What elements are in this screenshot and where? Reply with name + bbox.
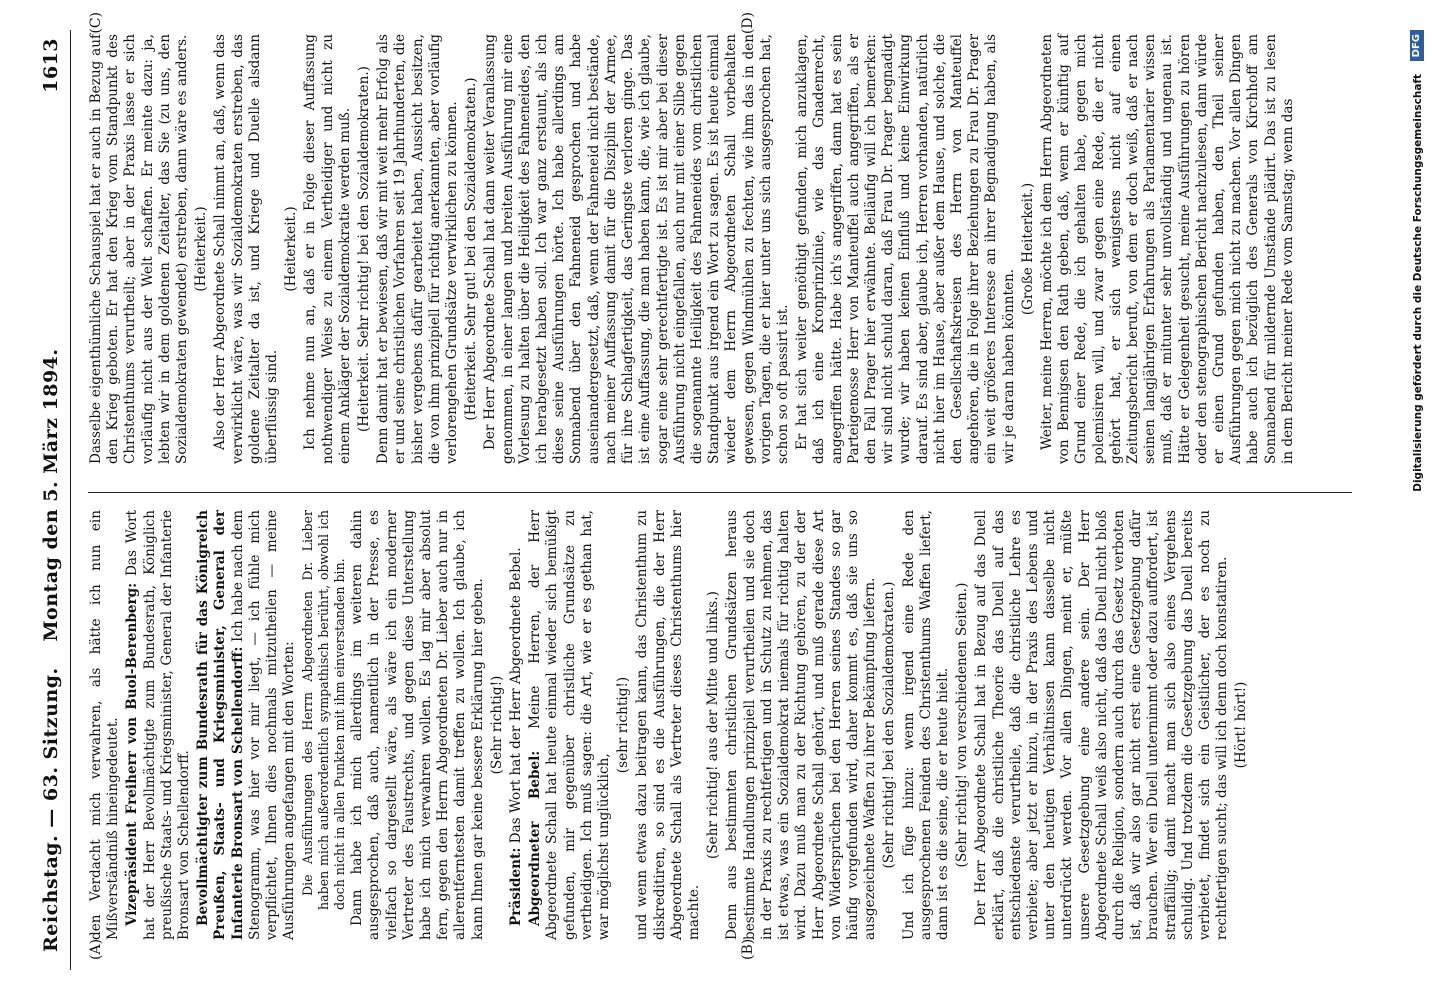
speaker-name: Präsident: (508, 847, 525, 926)
paragraph: Ich nehme nun an, daß er in Folge dieser Auffassung nothwendiger Weise zu einem Vertheidiger und nicht zu einem Ankläger der Sozialdemokratie werden muß. (302, 34, 353, 464)
speaker-name: Abgeordneter Bebel: (527, 750, 544, 926)
speaker-paragraph: Abgeordneter Bebel: Meine Herren, der Herr Abgeordnete Schall hat heute einmal wieder sich bemüßigt gefunden, mir gegenüber christliche Grundsätze zu vertheidigen. Ich muß sagen: die Art, wie er es gethan hat, war möglichst unglücklich, (527, 510, 613, 940)
paragraph: Denn damit hat er bewiesen, daß wir mit weit mehr Erfolg als er und seine christlichen Vorfahren seit 19 Jahrhunderten, die bisher vergebens dafür gearbeitet haben, Aussicht besitzen, die von ihm prinzipiell für richtig anerkannten, aber vorläufig verlorengehen Grundsätze verwirklichen zu können. (375, 34, 461, 464)
page-number: 1613 (40, 38, 62, 93)
speaker-paragraph: Vizepräsident Freiherr von Buol-Berenberg: Das Wort hat der Herr Bevollmächtigte zum Bundesrath, Königlich preußische Staats- und Kriegsminister, General der Infanterie Bronsart von Schellendorff. (124, 510, 193, 940)
page-header (40, 38, 66, 952)
paragraph: und wenn etwas dazu beitragen kann, das Christenthum zu diskreditiren, so sind es die Ausführungen, die der Herr Abgeordnete Schall als Vertreter dieses Christenthums hier machte. (634, 510, 703, 940)
speaker-name: Bevollmächtigter zum Bundesrath für das Königreich Preußen, Staats- und Kriegsminister, General der Infanterie Bronsart von Schellendorff: (195, 510, 246, 940)
paragraph: den Verdacht mich verwahren, als hätte ich nun ein Mißverständniß hineingedeutet. (88, 510, 122, 940)
speaker-paragraph: Bevollmächtigter zum Bundesrath für das Königreich Preußen, Staats- und Kriegsminister, General der Infanterie Bronsart von Schellendorff: Ich habe nach dem Stenogramm, was hier vor mir liegt, — ich fühle mich verpflichtet, Ihnen dies nochmals mitzutheilen — meine Ausführungen angefangen mit den Worten: (195, 510, 298, 940)
paragraph: Der Herr Abgeordnete Schall hat dann weiter Veranlassung genommen, in einer langen und breiten Ausführung mir eine Vorlesung zu halten über die Heiligkeit des Fahneneides, den ich herabgesetzt haben soll. Ich war ganz erstaunt, als ich diese seine Ausführungen hörte. Ich habe allerdings am Sonnabend über den Fahneneid gesprochen und habe auseinandergesetzt, daß, wenn der Fahneneid nicht bestände, nach meiner Auffassung damit für die Disziplin der Armee, für ihre Schlagfertigkeit, das Geringste verloren ginge. Das ist eine Auffassung, die man haben kann, die, wie ich glaube, sogar eine sehr gerechtfertigte ist. Es ist mir aber bei dieser Ausführung nicht eingefallen, auch nur mit einer Silbe gegen die sogenannte Heiligkeit des Fahneneides vom christlichen Standpunkt aus irgend ein Wort zu sagen. Es ist heute einmal wieder dem Herrn Abgeordneten Schall vorbehalten gewesen, gegen Windmühlen zu fechten, wie ihm das in den vorigen Tagen, die er hier unter uns sich ausgesprochen hat, schon so oft passirt ist. (482, 34, 791, 464)
margin-mark-a: (A) (88, 938, 104, 960)
paragraph: Dasselbe eigenthümliche Schauspiel hat er auch in Bezug auf den Krieg geboten. Er hat den Krieg vom Standpunkt des Christenthums verurtheilt; aber in der Praxis lasse er sich vorläufig nicht aus der Welt schaffen. Er meinte dazu: ja, lebten wir in dem goldenen Zeitalter, das Sie (zu uns, den Sozialdemokraten gewendet) erstreben, dann wäre es anders. (88, 34, 191, 464)
margin-mark-c: (C) (88, 12, 104, 34)
paragraph: Weiter, meine Herren, möchte ich dem Herrn Abgeordneten von Bennigsen den Rath geben, daß, wenn er künftig auf Grund einer Rede, die ich gehalten habe, gegen mich polemisiren will, und zwar gegen eine Rede, die er nicht gehört hat, er sich wenigstens nicht auf einen Zeitungsbericht beruft, von dem er doch weiß, daß er nach seinen langjährigen Erfahrungen als Parlamentarier wissen muß, daß er mitunter sehr unvollständig und ungenau ist. Hätte er Gelegenheit gesucht, meine Ausführungen zu hören oder den stenographischen Bericht nachzulesen, dann würde er einen Grund gefunden haben, den Theil seiner Ausführungen gegen mich nicht zu machen. Vor allen Dingen habe auch ich bezüglich des Generals von Kirchhoff am Sonnabend für mildernde Umstände plädirt. Das ist zu lesen in dem Bericht meiner Rede vom Samstag; wenn das (1038, 34, 1296, 464)
header-left: Reichstag. — 63. Sitzung. (40, 667, 62, 952)
paragraph: Der Herr Abgeordnete Schall hat in Bezug auf das Duell erklärt, daß die christliche Theorie das Duell auf das entschiedenste verurtheile, daß die christliche Lehre es verbiete; aber jetzt er hinzu, in der Praxis des Lebens und unter den heutigen Verhältnissen kann dasselbe nicht unterdrückt werden. Vor allen Dingen, meint er, müßte unsere Gesetzgebung eine andere sein. Der Herr Abgeordnete Schall weiß also nicht, daß das Duell nicht bloß durch die Religion, sondern auch durch das Gesetz verboten ist, daß wir also gar nicht erst eine Gesetzgebung dafür brauchen. Wer ein Duell unternimmt oder dazu auffordert, ist straffällig; damit macht man sich also eines Vergehens schuldig. Und trotzdem die Gesetzgebung das Duell bereits verbietet, findet sich ein Geistlicher, der es noch zu rechtfertigen sucht; das will ich denn doch konstatiren. (973, 510, 1231, 940)
quotation: Die Ausführungen des Herrn Abgeordneten Dr. Lieber haben mich außerordentlich sympathisch berührt, obwohl ich doch nicht in allen Punkten mit ihm einverstanden bin. (300, 510, 347, 910)
interjection: (Große Heiterkeit.) (1019, 182, 1036, 316)
margin-mark-b: (B) (740, 938, 756, 960)
speaker-name: Vizepräsident Freiherr von Buol-Berenberg: (124, 582, 141, 926)
paragraph: Und ich füge hinzu: wenn irgend eine Rede den ausgesprochenen Feinden des Christenthums Waffen liefert, dann ist es die seine, die er heute hielt. (900, 510, 951, 940)
left-column (88, 510, 1253, 940)
header-rule (70, 30, 71, 970)
interjection: (Heiterkeit. Sehr gut! bei den Sozialdemokraten.) (463, 77, 480, 421)
funding-credit: Digitalisierung gefördert durch die Deutsche Forschungsgemeinschaft (1412, 74, 1424, 492)
interjection: (Heiterkeit.) (283, 206, 300, 292)
interjection: (Heiterkeit.) (193, 206, 210, 292)
interjection: (Sehr richtig!) (488, 675, 505, 775)
footer (1408, 30, 1424, 970)
paragraph: Denn aus bestimmten christlichen Grundsätzen heraus bestimmte Handlungen prinzipiell verurtheilen und sie doch in der Praxis zu rechtfertigen und in Schutz zu nehmen, das ist etwas, was ein Sozialdemokrat niemals für richtig halten wird. Dazu muß man zu der Richtung gehören, zu der der Herr Abgeordnete Schall gehört, und muß gerade diese Art von Widersprüchen bei den Herren seines Standes so gar häufig vorgefunden wird, daher kommt es, daß sie uns so ausgezeichnete Waffen zu ihrer Bekämpfung liefern. (724, 510, 879, 940)
right-column (88, 34, 1299, 464)
interjection: (Sehr richtig! bei den Sozialdemokraten.) (881, 581, 898, 869)
margin-mark-d: (D) (740, 12, 756, 35)
column-divider (88, 492, 1352, 493)
interjection: (Sehr richtig! aus der Mitte und links.) (705, 591, 722, 859)
dfg-logo: DFG (1410, 30, 1424, 61)
paragraph: Dann habe ich mich allerdings im weiteren dahin ausgesprochen, daß auch, namentlich in der Presse, es vielfach so dargestellt wäre, als wäre ich ein moderner Vertreter des Faustrechts, und gegen diese Unterstellung habe ich mich verwahren wollen. Es lag mir aber absolut fern, gegen den Herrn Abgeordneten Dr. Lieber auch nur in allerentferntesten damit treffen zu wollen. Ich glaube, ich kann Ihnen gar keine bessere Erklärung hier geben. (349, 510, 486, 940)
interjection: (Sehr richtig! von verschiedenen Seiten.) (954, 582, 971, 868)
header-date: Montag den 5. März 1894. (40, 348, 62, 642)
interjection: (sehr richtig!) (615, 676, 632, 774)
paragraph: Also der Herr Abgeordnete Schall nimmt an, daß, wenn das verwirklicht wäre, was wir Sozialdemokraten erstreben, das goldene Zeitalter da ist, und Kriege und Duelle alsdann überflüssig sind. (212, 34, 281, 464)
paragraph: Er hat sich weiter genöthigt gefunden, mich anzuklagen, daß ich eine Kronprinzlinie, wie das Gnadenrecht, angegriffen hätte. Habe ich's angegriffen, dann hat es sein Parteigenosse Herr von Manteuffel auch angegriffen, als er den Fall Prager hier erwähnte. Beiläufig will ich bemerken: wir sind nicht schuld daran, daß Frau Dr. Prager begnadigt wurde; wir haben keinen Einfluß und keine Einwirkung darauf. Es sind aber, glaube ich, Herren vorhanden, natürlich nicht hier im Hause, aber außer dem Hause, und solche, die den Gesellschaftskreisen des Herrn von Manteuffel angehören, die in Folge ihrer Beziehungen zu Frau Dr. Prager ein weit größeres Interesse an ihrer Begnadigung haben, als wir je daran haben könnten. (794, 34, 1017, 464)
speaker-paragraph: Präsident: Das Wort hat der Herr Abgeordnete Bebel. (508, 547, 525, 926)
interjection: (Heiterkeit. Sehr richtig! bei den Sozialdemokraten.) (356, 66, 373, 432)
interjection: (Hört! hört!) (1233, 681, 1250, 769)
